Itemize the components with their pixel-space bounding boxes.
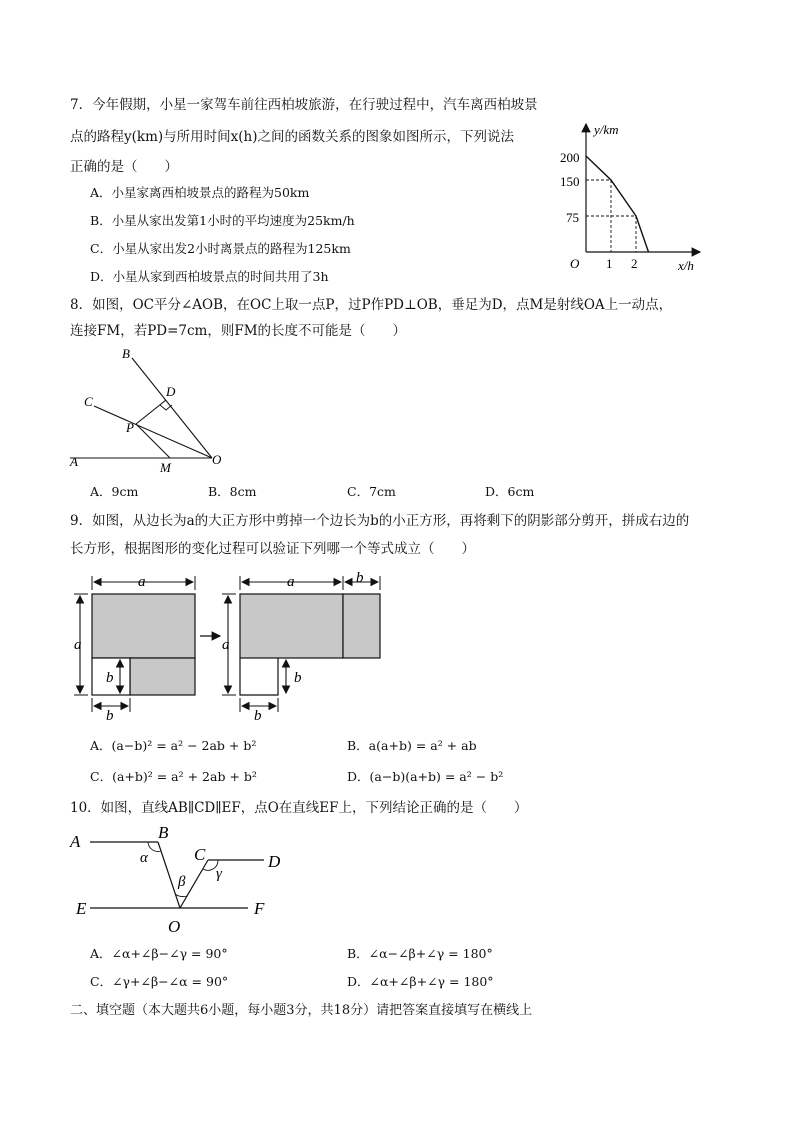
y-tick-75: 75 <box>566 210 579 225</box>
label-b-bottom-left: b <box>106 708 114 724</box>
q7-distance-time-graph <box>552 118 712 278</box>
label-a: A <box>70 454 78 469</box>
label-b: B <box>122 346 130 361</box>
y-tick-150: 150 <box>560 174 580 189</box>
segment-pd <box>136 400 166 424</box>
q7-line3: 正确的是（ ） <box>70 159 178 175</box>
label-m: M <box>160 460 171 475</box>
rectangle-part-b <box>343 594 380 658</box>
q7-option-c: C．小星从家出发2小时离景点的路程为125km <box>90 241 351 256</box>
q7-line1: 7．今年假期，小星一家驾车前往西柏坡旅游，在行驶过程中，汽车离西柏坡景 <box>70 97 538 113</box>
label-b: B <box>158 823 169 842</box>
big-square-shaded-top <box>92 594 195 658</box>
q9-option-c: C．(a+b)² = a² + 2ab + b² <box>90 769 257 784</box>
q8-option-c: C．7cm <box>347 484 396 499</box>
label-a-top-left: a <box>138 574 146 590</box>
label-c: C <box>194 845 206 864</box>
q10-option-c: C．∠γ+∠β−∠α = 90° <box>90 974 229 989</box>
q8-line1: 8．如图，OC平分∠AOB，在OC上取一点P，过P作PD⊥OB，垂足为D，点M是射线OA上一动点， <box>70 297 673 313</box>
q10-option-b: B．∠α−∠β+∠γ = 180° <box>347 946 493 961</box>
q8-angle-bisector-figure <box>60 340 260 480</box>
label-b-right: b <box>294 670 302 686</box>
segment-bo <box>158 842 180 908</box>
q8-option-b: B．8cm <box>208 484 257 499</box>
label-a: A <box>70 832 81 851</box>
q7-option-d: D．小星从家到西柏坡景点的时间共用了3h <box>90 269 329 284</box>
label-c: C <box>84 394 93 409</box>
removed-square-outline <box>240 658 278 695</box>
q9-option-d: D．(a−b)(a+b) = a² − b² <box>347 769 504 784</box>
label-alpha: α <box>140 850 148 866</box>
label-a-top-right: a <box>287 574 295 590</box>
q9-option-b: B．a(a+b) = a² + ab <box>347 738 477 753</box>
q7-line2: 点的路程y(km)与所用时间x(h)之间的函数关系的图象如图所示，下列说法 <box>70 129 514 145</box>
label-f: F <box>254 899 265 918</box>
big-square-shaded-bottom <box>130 658 195 695</box>
q7-option-b: B．小星从家出发第1小时的平均速度为25km/h <box>90 213 355 228</box>
ray-oc <box>94 406 212 458</box>
label-p: P <box>126 420 134 435</box>
label-o: O <box>168 917 181 936</box>
x-tick-2: 2 <box>631 256 638 271</box>
label-beta: β <box>178 874 186 890</box>
y-axis-label: y/km <box>594 122 619 137</box>
label-d: D <box>166 384 176 399</box>
ray-ob <box>132 358 212 458</box>
section-2-heading: 二、填空题（本大题共6小题，每小题3分，共18分）请把答案直接填写在横线上 <box>70 1003 533 1018</box>
q10-option-a: A．∠α+∠β−∠γ = 90° <box>90 946 228 961</box>
segment-pm <box>136 424 170 458</box>
label-gamma: γ <box>216 866 222 882</box>
label-a-right: a <box>222 637 230 653</box>
q8-option-d: D．6cm <box>485 484 535 499</box>
q9-option-a: A．(a−b)² = a² − 2ab + b² <box>90 738 257 753</box>
q10-line1: 10．如图，直线AB∥CD∥EF，点O在直线EF上，下列结论正确的是（ ） <box>70 800 528 816</box>
q9-line1: 9．如图，从边长为a的大正方形中剪掉一个边长为b的小正方形，再将剩下的阴影部分剪开，拼成右边的 <box>70 513 690 529</box>
x-tick-1: 1 <box>606 256 613 271</box>
q7-option-a: A．小星家离西柏坡景点的路程为50km <box>90 185 310 200</box>
label-e: E <box>76 899 87 918</box>
q9-square-rearrangement-figure <box>66 568 396 724</box>
q10-option-d: D．∠α+∠β+∠γ = 180° <box>347 974 494 989</box>
label-b-top-right: b <box>356 570 364 586</box>
label-a-left: a <box>74 637 82 653</box>
rectangle-part-a <box>240 594 343 658</box>
x-axis-label: x/h <box>678 258 694 273</box>
label-d: D <box>268 852 281 871</box>
label-o: O <box>212 452 222 467</box>
label-b-bottom-right: b <box>254 708 262 724</box>
angle-beta-arc <box>175 894 187 897</box>
q8-option-a: A．9cm <box>90 484 139 499</box>
distance-line <box>586 156 649 252</box>
label-b-left: b <box>106 670 114 686</box>
origin-label: O <box>570 256 580 271</box>
q8-line2: 连接FM，若PD=7cm，则FM的长度不可能是（ ） <box>70 323 407 339</box>
q9-line2: 长方形，根据图形的变化过程可以验证下列哪一个等式成立（ ） <box>70 541 475 557</box>
y-tick-200: 200 <box>560 150 580 165</box>
q10-parallel-lines-figure <box>66 822 296 940</box>
